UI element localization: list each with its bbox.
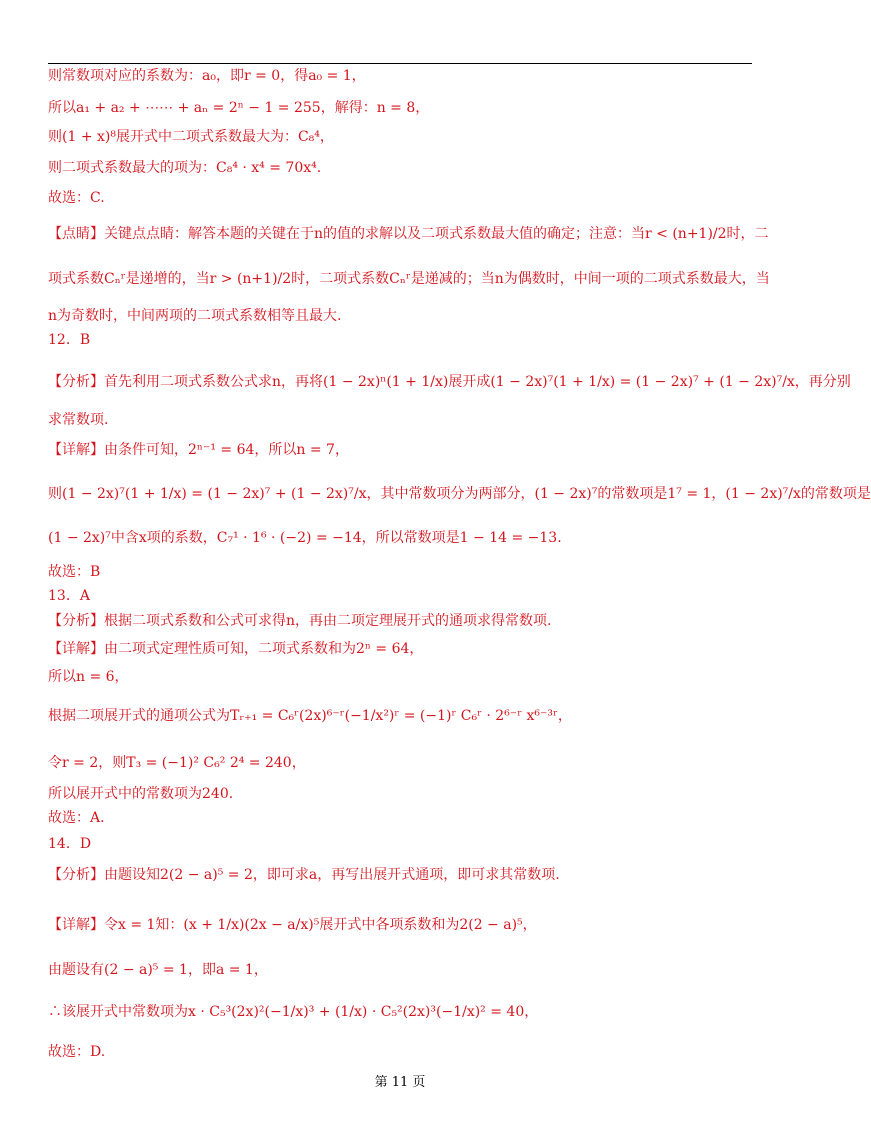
analysis-12-line-2: 求常数项. — [48, 412, 109, 428]
text-line-2: 所以a₁ + a₂ + ⋯⋯ + aₙ = 2ⁿ − 1 = 255，解得：n = 8， — [48, 100, 430, 116]
page-number: 第 11 页 — [374, 1075, 426, 1090]
detail-13-line-4: 令r = 2，则T₃ = (−1)² C₆² 2⁴ = 240， — [48, 755, 306, 771]
detail-12-line-3: (1 − 2x)⁷中含x项的系数，C₇¹ · 1⁶ · (−2) = −14，所以常数项是1 − 14 = −13. — [48, 530, 562, 546]
remark-line-3: n为奇数时，中间两项的二项式系数相等且最大. — [48, 308, 342, 324]
detail-12-line-2: 则(1 − 2x)⁷(1 + 1/x) = (1 − 2x)⁷ + (1 − 2x)⁷/x，其中常数项分为两部分，(1 − 2x)⁷的常数项是1⁷ = 1，(1 − 2x)⁷/x的常数项是 — [48, 486, 871, 502]
detail-13-line-2: 所以n = 6， — [48, 669, 129, 685]
detail-13-line-5: 所以展开式中的常数项为240. — [48, 786, 234, 802]
detail-14-line-2: 由题设有(2 − a)⁵ = 1，即a = 1， — [48, 962, 268, 978]
choice-14: 故选：D. — [48, 1044, 106, 1060]
header-rule — [48, 63, 752, 64]
detail-12-line-1: 【详解】由条件可知，2ⁿ⁻¹ = 64，所以n = 7， — [48, 442, 349, 458]
choice-12: 故选：B — [48, 564, 101, 580]
remark-line-2: 项式系数Cₙʳ是递增的，当r > (n+1)/2时，二项式系数Cₙʳ是递减的；当n为偶数时，中间一项的二项式系数最大，当 — [48, 271, 770, 287]
detail-13-line-3: 根据二项展开式的通项公式为Tᵣ₊₁ = C₆ʳ(2x)⁶⁻ʳ(−1/x²)ʳ = (−1)ʳ C₆ʳ · 2⁶⁻ʳ x⁶⁻³ʳ， — [48, 708, 572, 724]
detail-14-line-1: 【详解】令x = 1知：(x + 1/x)(2x − a/x)⁵展开式中各项系数和为2(2 − a)⁵， — [48, 917, 537, 933]
analysis-12-line-1: 【分析】首先利用二项式系数公式求n，再将(1 − 2x)ⁿ(1 + 1/x)展开成(1 − 2x)⁷(1 + 1/x) = (1 − 2x)⁷ + (1 − 2x)⁷/x，再分别 — [48, 374, 851, 390]
text-line-4: 则二项式系数最大的项为：C₈⁴ · x⁴ = 70x⁴. — [48, 160, 322, 176]
analysis-14: 【分析】由题设知2(2 − a)⁵ = 2，即可求a，再写出展开式通项，即可求其常数项. — [48, 867, 560, 883]
answer-heading-12: 12．B — [48, 332, 91, 348]
detail-13-line-1: 【详解】由二项式定理性质可知，二项式系数和为2ⁿ = 64， — [48, 641, 424, 657]
remark-line-1: 【点睛】关键点点睛：解答本题的关键在于n的值的求解以及二项式系数最大值的确定；注意：当r < (n+1)/2时，二 — [48, 226, 769, 242]
choice-13: 故选：A. — [48, 810, 105, 826]
text-line-3: 则(1 + x)⁸展开式中二项式系数最大为：C₈⁴， — [48, 129, 334, 145]
analysis-13: 【分析】根据二项式系数和公式可求得n，再由二项定理展开式的通项求得常数项. — [48, 613, 552, 629]
text-line-5: 故选：C. — [48, 190, 105, 206]
detail-14-line-3: ∴该展开式中常数项为x · C₅³(2x)²(−1/x)³ + (1/x) · C₅²(2x)³(−1/x)² = 40， — [48, 1004, 539, 1020]
text-line-1: 则常数项对应的系数为：a₀，即r = 0，得a₀ = 1， — [48, 68, 366, 84]
answer-heading-13: 13．A — [48, 588, 90, 604]
answer-heading-14: 14．D — [48, 836, 92, 852]
